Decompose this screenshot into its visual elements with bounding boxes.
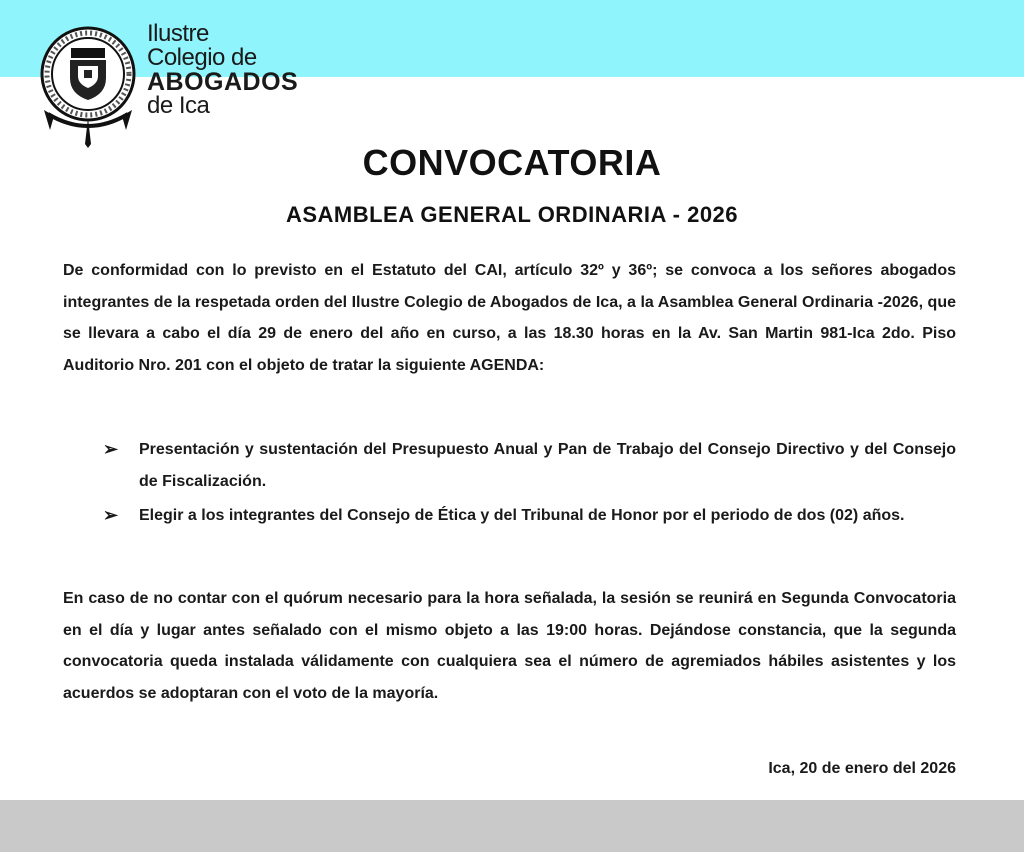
agenda-item-text: Elegir a los integrantes del Consejo de Ética y del Tribunal de Honor por el periodo de dos (02) años.: [139, 507, 905, 524]
place-date: Ica, 20 de enero del 2026: [768, 760, 956, 777]
org-name-line4: de Ica: [147, 92, 210, 119]
document-title: CONVOCATORIA: [362, 142, 662, 183]
org-name-line2: Colegio de: [147, 44, 257, 71]
agenda-list: [63, 434, 956, 535]
organization-name: [147, 22, 298, 118]
arrow-bullet-icon: ➢: [103, 439, 119, 459]
org-name-line1: Ilustre: [147, 20, 209, 47]
bar-association-seal-icon: [38, 18, 140, 148]
intro-text: De conformidad con lo previsto en el Estatuto del CAI, artículo 32º y 36º; se convoca a los señores abogados integrantes de la respetada orden del Ilustre Colegio de Abogados de Ica, a la Asamblea General Ordinaria -2026, que se llevara a cabo el día 29 de enero del año en curso, a las 18.30 horas en la Av. San Martin 981-Ica 2do. Piso Auditorio Nro. 201 con el objeto de tratar la siguiente AGENDA:: [63, 262, 956, 374]
document-subtitle: ASAMBLEA GENERAL ORDINARIA - 2026: [285, 202, 739, 227]
org-name-line3: ABOGADOS: [147, 68, 299, 96]
agenda-item-text: Presentación y sustentación del Presupuesto Anual y Pan de Trabajo del Consejo Directivo y del Consejo de Fiscalización.: [139, 441, 956, 490]
agenda-item: [63, 500, 956, 532]
agenda-item: [63, 434, 956, 497]
footer-band: [0, 800, 1024, 852]
intro-paragraph: [63, 255, 956, 381]
arrow-bullet-icon: ➢: [103, 505, 119, 525]
quorum-paragraph: [63, 583, 956, 709]
quorum-text: En caso de no contar con el quórum necesario para la hora señalada, la sesión se reunirá en Segunda Convocatoria en el día y lugar antes señalado con el mismo objeto a las 19:00 horas. Dejándose constancia, que la segunda convocatoria queda instalada válidamente con cualquiera sea el número de agremiados hábiles asistentes y los acuerdos se adoptaran con el voto de la mayoría.: [63, 590, 956, 702]
